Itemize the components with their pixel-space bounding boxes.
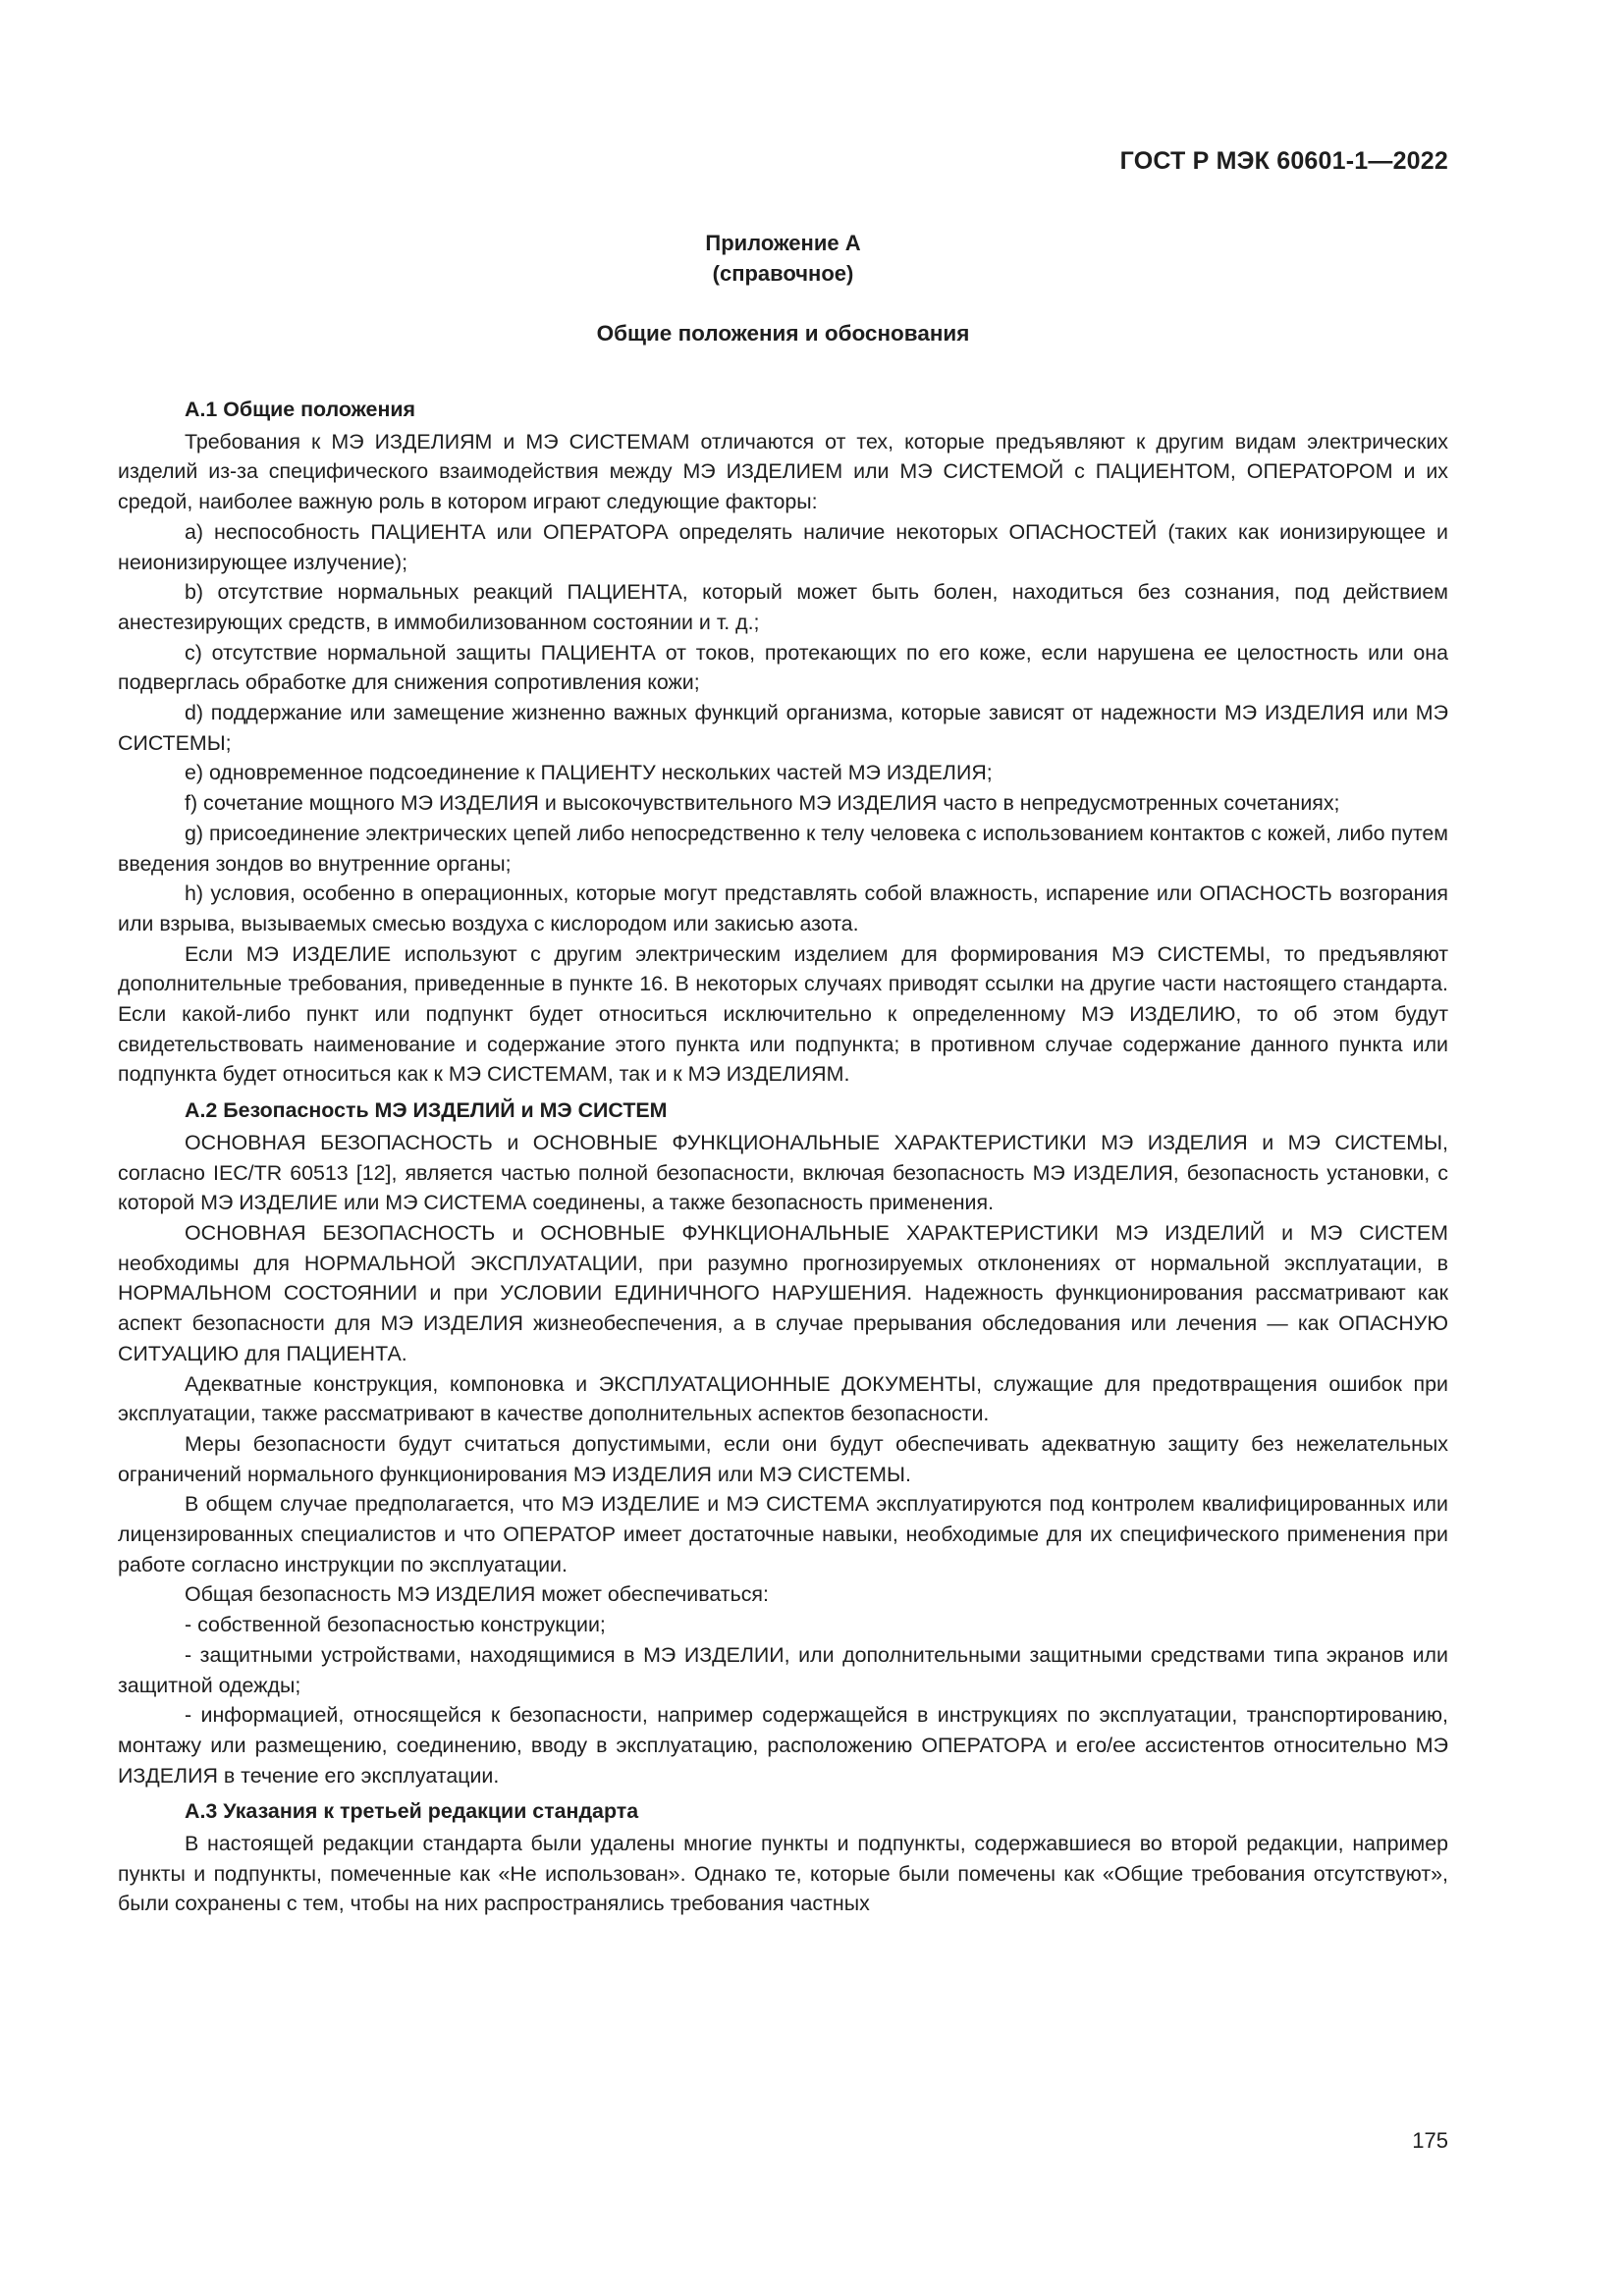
section-heading-a1: А.1 Общие положения [185,398,415,421]
paragraph: Если МЭ ИЗДЕЛИЕ используют с другим электрическим изделием для формирования МЭ СИСТЕМЫ, то предъявляют дополнительные требования, приведенные в пункте 16. В некоторых случаях приводят ссылки на другие части настоящего стандарта. Если какой-либо пункт или подпункт будет относиться исключительно к определенному МЭ ИЗДЕЛИЮ, то об этом будут свидетельствовать наименование и содержание этого пункта или подпункта; в противном случае содержание данного пункта или подпункта будет относиться как к МЭ СИСТЕМАМ, так и к МЭ ИЗДЕЛИЯМ. [118,941,1448,1087]
list-item-a: a) неспособность ПАЦИЕНТА или ОПЕРАТОРА определять наличие некоторых ОПАСНОСТЕЙ (таких как ионизирующее и неионизирующее излучение); [118,519,1448,574]
paragraph: Адекватные конструкция, компоновка и ЭКСПЛУАТАЦИОННЫЕ ДОКУМЕНТЫ, служащие для предотвращения ошибок при эксплуатации, также рассматривают в качестве дополнительных аспектов безопасности. [118,1371,1448,1426]
list-item-h: h) условия, особенно в операционных, которые могут представлять собой влажность, испарение или ОПАСНОСТЬ возгорания или взрыва, вызываемых смесью воздуха с кислородом или закисью азота. [118,881,1448,935]
document-page [118,0,1448,2296]
document-code: ГОСТ Р МЭК 60601-1—2022 [1119,147,1448,175]
page-number: 175 [1412,2128,1448,2153]
list-item-c: c) отсутствие нормальной защиты ПАЦИЕНТА от токов, протекающих по его коже, если нарушена ее целостность или она подверглась обработке для снижения сопротивления кожи; [118,640,1448,695]
paragraph: Общая безопасность МЭ ИЗДЕЛИЯ может обеспечиваться: [185,1582,769,1607]
annex-kind: (справочное) [712,261,854,286]
list-item-e: e) одновременное подсоединение к ПАЦИЕНТУ нескольких частей МЭ ИЗДЕЛИЯ; [185,761,993,785]
paragraph: ОСНОВНАЯ БЕЗОПАСНОСТЬ и ОСНОВНЫЕ ФУНКЦИОНАЛЬНЫЕ ХАРАКТЕРИСТИКИ МЭ ИЗДЕЛИЙ и МЭ СИСТЕМ необходимы для НОРМАЛЬНОЙ ЭКСПЛУАТАЦИИ, при разумно прогнозируемых отклонениях от нормальной эксплуатации, в НОРМАЛЬНОМ СОСТОЯНИИ и при УСЛОВИИ ЕДИНИЧНОГО НАРУШЕНИЯ. Надежность функционирования рассматривают как аспект безопасности для МЭ ИЗДЕЛИЯ жизнеобеспечения, а в случае прерывания обследования или лечения — как ОПАСНУЮ СИТУАЦИЮ для ПАЦИЕНТА. [118,1220,1448,1365]
paragraph: Требования к МЭ ИЗДЕЛИЯМ и МЭ СИСТЕМАМ отличаются от тех, которые предъявляют к другим видам электрических изделий из-за специфического взаимодействия между МЭ ИЗДЕЛИЕМ или МЭ СИСТЕМОЙ с ПАЦИЕНТОМ, ОПЕРАТОРОМ и их средой, наиболее важную роль в котором играют следующие факторы: [118,429,1448,514]
list-item-d: d) поддержание или замещение жизненно важных функций организма, которые зависят от надежности МЭ ИЗДЕЛИЯ или МЭ СИСТЕМЫ; [118,701,1448,755]
list-item: - информацией, относящейся к безопасности, например содержащейся в инструкциях по эксплуатации, транспортированию, монтажу или размещению, соединению, вводу в эксплуатацию, расположению ОПЕРАТОРА и его/ее ассистентов относительно МЭ ИЗДЕЛИЯ в течение его эксплуатации. [118,1703,1448,1788]
paragraph: ОСНОВНАЯ БЕЗОПАСНОСТЬ и ОСНОВНЫЕ ФУНКЦИОНАЛЬНЫЕ ХАРАКТЕРИСТИКИ МЭ ИЗДЕЛИЯ и МЭ СИСТЕМЫ, согласно IEC/TR 60513 [12], является частью полной безопасности, включая безопасность МЭ ИЗДЕЛИЯ, безопасность установки, с которой МЭ ИЗДЕЛИЕ или МЭ СИСТЕМА соединены, а также безопасность применения. [118,1130,1448,1215]
annex-title: Общие положения и обоснования [596,321,970,346]
paragraph: В настоящей редакции стандарта были удалены многие пункты и подпункты, содержавшиеся во второй редакции, например пункты и подпункты, помеченные как «Не использован». Однако те, которые были помечены как «Общие требования отсутствуют», были сохранены с тем, чтобы на них распространялись требования частных [118,1832,1448,1916]
list-item: - собственной безопасностью конструкции; [185,1613,606,1637]
document-body [118,395,1448,1919]
annex-label: Приложение А [705,231,861,255]
section-heading-a3: А.3 Указания к третьей редакции стандарта [185,1799,639,1824]
paragraph: Меры безопасности будут считаться допустимыми, если они будут обеспечивать адекватную защиту без нежелательных ограничений нормального функционирования МЭ ИЗДЕЛИЯ или МЭ СИСТЕМЫ. [118,1431,1448,1486]
annex-heading [118,228,1448,289]
list-item: - защитными устройствами, находящимися в МЭ ИЗДЕЛИИ, или дополнительными защитными средствами типа экранов или защитной одежды; [118,1642,1448,1697]
list-item-g: g) присоединение электрических цепей либо непосредственно к телу человека с использованием контактов с кожей, либо путем введения зондов во внутренние органы; [118,821,1448,876]
list-item-b: b) отсутствие нормальных реакций ПАЦИЕНТА, который может быть болен, находиться без сознания, под действием анестезирующих средств, в иммобилизованном состоянии и т. д.; [118,580,1448,634]
paragraph: В общем случае предполагается, что МЭ ИЗДЕЛИЕ и МЭ СИСТЕМА эксплуатируются под контролем квалифицированных или лицензированных специалистов и что ОПЕРАТОР имеет достаточные навыки, необходимые для их специфического применения при работе согласно инструкции по эксплуатации. [118,1492,1448,1576]
list-item-f: f) сочетание мощного МЭ ИЗДЕЛИЯ и высокочувствительного МЭ ИЗДЕЛИЯ часто в непредусмотренных сочетаниях; [185,791,1340,816]
section-heading-a2: А.2 Безопасность МЭ ИЗДЕЛИЙ и МЭ СИСТЕМ [185,1098,668,1123]
